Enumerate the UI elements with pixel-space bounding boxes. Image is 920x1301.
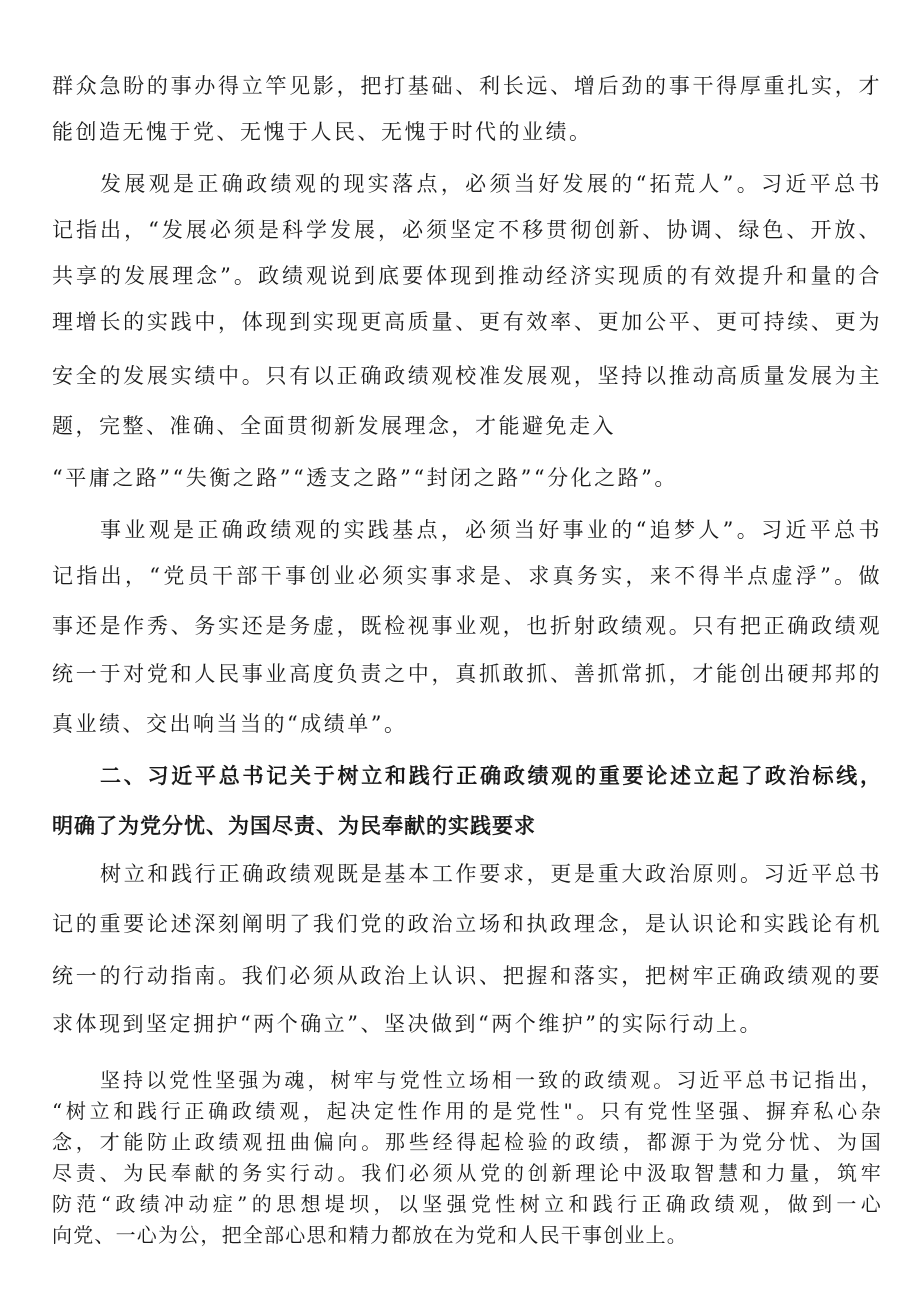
text-line: “平庸之路”“失衡之路”“透支之路”“封闭之路”“分化之路”。: [52, 466, 678, 490]
text-line: “树立和践行正确政绩观，起决定性作用的是党性"。只有党性坚强、摒弃私心杂: [52, 1099, 882, 1123]
text-line: 理增长的实践中，体现到实现更高质量、更有效率、更加公平、更可持续、更为: [52, 310, 882, 334]
text-line: 群众急盼的事办得立竿见影，把打基础、利长远、增后劲的事干得厚重扎实，才: [52, 74, 882, 98]
text-line: 向党、一心为公，把全部心思和精力都放在为党和人民干事创业上。: [52, 1223, 688, 1247]
text-line: 发展观是正确政绩观的现实落点，必须当好发展的“拓荒人”。习近平总书: [100, 172, 882, 196]
text-line: 安全的发展实绩中。只有以正确政绩观校准发展观，坚持以推动高质量发展为主: [52, 364, 882, 388]
text-line: 树立和践行正确政绩观既是基本工作要求，更是重大政治原则。习近平总书: [100, 862, 882, 886]
text-line: 事业观是正确政绩观的实践基点，必须当好事业的“追梦人”。习近平总书: [100, 518, 882, 542]
heading-line: 明确了为党分忧、为国尽责、为民奉献的实践要求: [52, 814, 536, 838]
text-line: 统一的行动指南。我们必须从政治上认识、把握和落实，把树牢正确政绩观的要: [52, 964, 882, 988]
text-line: 真业绩、交出响当当的“成绩单”。: [52, 712, 408, 736]
text-line: 求体现到坚定拥护“两个确立”、坚决做到“两个维护”的实际行动上。: [52, 1012, 763, 1036]
text-line: 事还是作秀、务实还是务虚，既检视事业观，也折射政绩观。只有把正确政绩观: [52, 614, 882, 638]
text-line: 记指出，“发展必须是科学发展，必须坚定不移贯彻创新、协调、绿色、开放、: [52, 218, 882, 242]
text-line: 能创造无愧于党、无愧于人民、无愧于时代的业绩。: [52, 120, 593, 144]
text-line: 题，完整、准确、全面贯彻新发展理念，才能避免走入: [52, 414, 616, 438]
text-line: 念，才能防止政绩观扭曲偏向。那些经得起检验的政绩，都源于为党分忧、为国: [52, 1130, 882, 1154]
heading-line: 二、习近平总书记关于树立和践行正确政绩观的重要论述立起了政治标线，: [100, 764, 882, 788]
text-line: 坚持以党性坚强为魂，树牢与党性立场相一致的政绩观。习近平总书记指出，: [100, 1068, 882, 1092]
text-line: 尽责、为民奉献的务实行动。我们必须从党的创新理论中汲取智慧和力量，筑牢: [52, 1161, 882, 1185]
text-line: 记指出，“党员干部干事创业必须实事求是、求真务实，来不得半点虚浮”。做: [52, 564, 882, 588]
text-line: 防范“政绩冲动症”的思想堤坝，以坚强党性树立和践行正确政绩观，做到一心: [52, 1192, 882, 1216]
text-line: 共享的发展理念”。政绩观说到底要体现到推动经济实现质的有效提升和量的合: [52, 264, 882, 288]
text-line: 统一于对党和人民事业高度负责之中，真抓敢抓、善抓常抓，才能创出硬邦邦的: [52, 662, 882, 686]
text-line: 记的重要论述深刻阐明了我们党的政治立场和执政理念，是认识论和实践论有机: [52, 912, 882, 936]
